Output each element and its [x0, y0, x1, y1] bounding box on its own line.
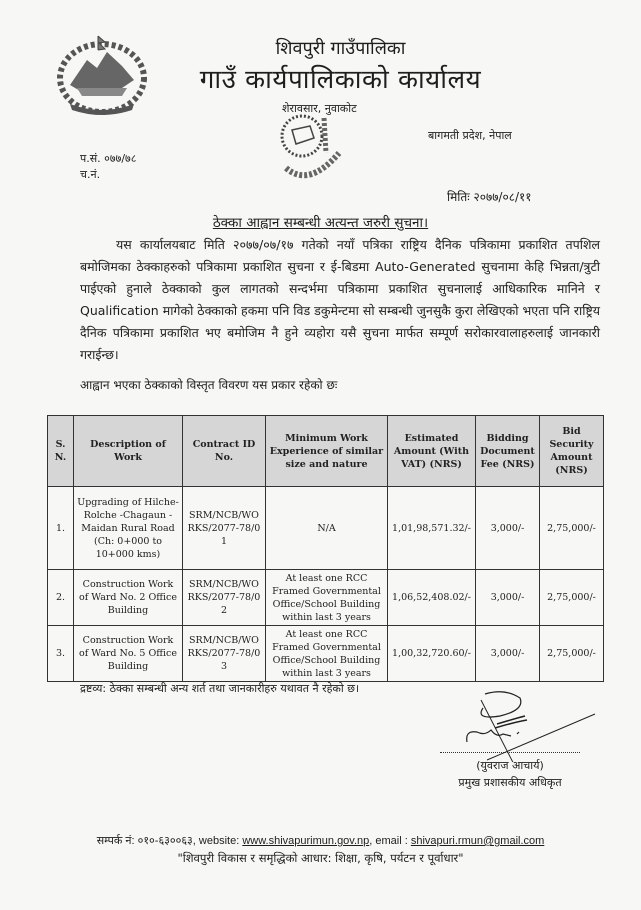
header-estimated-amount: Estimated Amount (With VAT) (NRS) [388, 416, 476, 487]
letter-date: मितिः २०७७/०८/११ [447, 190, 532, 204]
municipality-name: शिवपुरी गाउँपालिका [275, 38, 406, 59]
cell-estimated-amount: 1,06,52,408.02/- [388, 570, 476, 626]
cell-sn: 1. [48, 487, 74, 570]
fiscal-year-ref: प.सं. ०७७/७८ [80, 152, 137, 165]
website-link[interactable]: www.shivapurimun.gov.np [242, 835, 370, 847]
tender-table [47, 415, 604, 682]
cell-description: Construction Work of Ward No. 5 Office Building [74, 626, 183, 682]
cell-sn: 2. [48, 570, 74, 626]
cell-description: Construction Work of Ward No. 2 Office Building [74, 570, 183, 626]
table-row [48, 626, 604, 682]
table-header-row [48, 416, 604, 487]
notice-body-text: यस कार्यालयबाट मिति २०७७/०७/१७ गतेको नयाँ पत्रिका राष्ट्रिय दैनिक पत्रिकामा प्रकाशित तपशिल बमोजिमका ठेक्काहरुको पत्रिकामा प्रकाशित सुचना र ई-बिडमा Auto-Generated सुचनामा केहि भिन्नता/त्रुटी पाईएको हुनाले ठेक्काको कुल लागतको सन्दर्भमा पत्रिकामा प्रकाशित सुचनालाई आधिकारिक मानिने र Qualification मागेको ठेक्काको हकमा पनि विड डकुमेन्टमा सो सम्बन्धी जुनसुकै कुरा लेखिएको भएता पनि राष्ट्रिय दैनिक पत्रिकामा प्रकाशित भए बमोजिम नै हुने व्यहोरा यसै सुचना मार्फत सम्पूर्ण सरोकारवालाहरुलाई जानकारी गराईन्छ। [80, 237, 600, 362]
header-experience: Minimum Work Experience of similar size and nature [266, 416, 388, 487]
cell-doc-fee: 3,000/- [476, 626, 540, 682]
header-description: Description of Work [74, 416, 183, 487]
signatory-title: प्रमुख प्रशासकीय अधिकृत [458, 776, 562, 789]
table-intro: आह्वान भएका ठेक्काको विस्तृत विवरण यस प्रकार रहेको छः [80, 378, 338, 392]
header-doc-fee: Bidding Document Fee (NRS) [476, 416, 540, 487]
cell-experience: N/A [266, 487, 388, 570]
table-row [48, 570, 604, 626]
cell-bid-security: 2,75,000/- [540, 626, 604, 682]
cell-estimated-amount: 1,01,98,571.32/- [388, 487, 476, 570]
cell-experience: At least one RCC Framed Governmental Office/School Building within last 3 years [266, 570, 388, 626]
cell-sn: 3. [48, 626, 74, 682]
cell-bid-security: 2,75,000/- [540, 487, 604, 570]
dispatch-number: च.नं. [80, 168, 101, 181]
header-contract-id: Contract ID No. [183, 416, 266, 487]
note-text: द्रष्टव्य: ठेक्का सम्बन्धी अन्य शर्त तथा जानकारीहरु यथावत नै रहेको छ। [80, 682, 360, 695]
cell-description: Upgrading of Hilche-Rolche -Chagaun - Maidan Rural Road (Ch: 0+000 to 10+000 kms) [74, 487, 183, 570]
contact-number: सम्पर्क नं: ०१०-६३००६३, [96, 835, 196, 847]
office-stamp-icon [274, 108, 349, 188]
cell-contract-id: SRM/NCB/WORKS/2077-78/01 [183, 487, 266, 570]
email-link[interactable]: shivapuri.rmun@gmail.com [410, 835, 545, 847]
office-name: गाउँ कार्यपालिकाको कार्यालय [199, 65, 482, 95]
cell-doc-fee: 3,000/- [476, 487, 540, 570]
province-label: बागमती प्रदेश, नेपाल [428, 129, 512, 142]
table-row [48, 487, 604, 570]
signature-line [440, 752, 580, 753]
signatory-name: (युवराज आचार्य) [476, 759, 544, 772]
footer-contact [0, 833, 641, 848]
office-address: शेरावसार, नुवाकोट [282, 102, 357, 115]
cell-estimated-amount: 1,00,32,720.60/- [388, 626, 476, 682]
cell-experience: At least one RCC Framed Governmental Office/School Building within last 3 years [266, 626, 388, 682]
cell-bid-security: 2,75,000/- [540, 570, 604, 626]
cell-contract-id: SRM/NCB/WORKS/2077-78/02 [183, 570, 266, 626]
header-bid-security: Bid Security Amount (NRS) [540, 416, 604, 487]
header-sn: S. N. [48, 416, 74, 487]
email-label: , email : [369, 835, 408, 847]
website-label: website: [198, 835, 240, 847]
notice-body [80, 234, 600, 366]
footer-slogan: "शिवपुरी विकास र समृद्धिको आधार: शिक्षा, कृषि, पर्यटन र पूर्वाधार" [177, 851, 464, 865]
cell-doc-fee: 3,000/- [476, 570, 540, 626]
notice-title: ठेक्का आह्वान सम्बन्धी अत्यन्त जरुरी सुचना। [212, 215, 429, 231]
cell-contract-id: SRM/NCB/WORKS/2077-78/03 [183, 626, 266, 682]
